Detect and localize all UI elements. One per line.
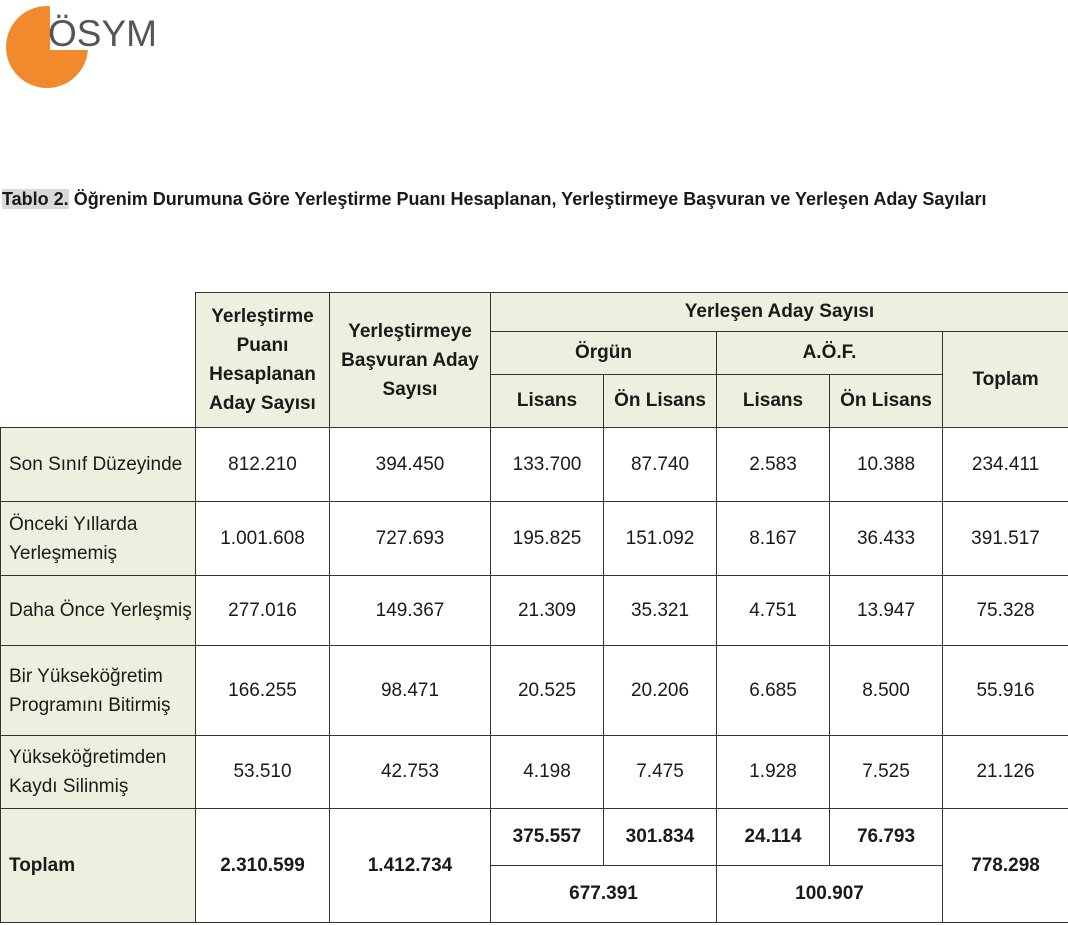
caption-label: Tablo 2.: [2, 189, 69, 209]
cell-toplam: 21.126: [943, 736, 1068, 809]
cell-orgun-lisans: 195.825: [491, 502, 604, 576]
cell-aof-on-lisans: 36.433: [830, 502, 943, 576]
total-orgun-lisans: 375.557: [491, 809, 604, 866]
total-aof-lisans: 24.114: [717, 809, 830, 866]
cell-basvuran: 727.693: [330, 502, 491, 576]
cell-toplam: 55.916: [943, 646, 1068, 736]
total-orgun-on-lisans: 301.834: [604, 809, 717, 866]
osym-logo: [6, 6, 181, 90]
header-aof-lisans: Lisans: [717, 375, 830, 428]
total-label: Toplam: [1, 809, 196, 923]
cell-aof-lisans: 4.751: [717, 576, 830, 646]
cell-aof-lisans: 6.685: [717, 646, 830, 736]
header-orgun-lisans: Lisans: [491, 375, 604, 428]
header-puan-hesaplanan: Yerleştirme Puanı Hesaplanan Aday Sayısı: [196, 293, 330, 428]
logo-text: ÖSYM: [48, 13, 157, 54]
cell-aof-lisans: 1.928: [717, 736, 830, 809]
cell-orgun-on-lisans: 35.321: [604, 576, 717, 646]
table-caption: [2, 186, 992, 212]
cell-hesaplanan: 53.510: [196, 736, 330, 809]
cell-orgun-lisans: 4.198: [491, 736, 604, 809]
cell-hesaplanan: 166.255: [196, 646, 330, 736]
cell-hesaplanan: 1.001.608: [196, 502, 330, 576]
table-row: [1, 428, 1068, 502]
total-hesaplanan: 2.310.599: [196, 809, 330, 923]
cell-basvuran: 42.753: [330, 736, 491, 809]
data-table: [0, 292, 1068, 923]
cell-aof-on-lisans: 7.525: [830, 736, 943, 809]
cell-orgun-lisans: 20.525: [491, 646, 604, 736]
row-label: Son Sınıf Düzeyinde: [1, 428, 196, 502]
cell-basvuran: 149.367: [330, 576, 491, 646]
header-toplam: Toplam: [943, 332, 1068, 428]
cell-orgun-on-lisans: 20.206: [604, 646, 717, 736]
header-basvuran: Yerleştirmeye Başvuran Aday Sayısı: [330, 293, 491, 428]
total-orgun-sum: 677.391: [491, 866, 717, 923]
total-aof-sum: 100.907: [717, 866, 943, 923]
cell-aof-on-lisans: 10.388: [830, 428, 943, 502]
cell-orgun-on-lisans: 151.092: [604, 502, 717, 576]
caption-text: Öğrenim Durumuna Göre Yerleştirme Puanı Hesaplanan, Yerleştirmeye Başvuran ve Yerleşen Aday Sayıları: [68, 189, 987, 209]
cell-hesaplanan: 277.016: [196, 576, 330, 646]
cell-aof-on-lisans: 13.947: [830, 576, 943, 646]
header-aof-on-lisans: Ön Lisans: [830, 375, 943, 428]
cell-basvuran: 98.471: [330, 646, 491, 736]
header-yerlesen: Yerleşen Aday Sayısı: [491, 293, 1068, 332]
cell-orgun-lisans: 21.309: [491, 576, 604, 646]
row-label: Bir Yükseköğretim Programını Bitirmiş: [1, 646, 196, 736]
cell-toplam: 75.328: [943, 576, 1068, 646]
cell-orgun-lisans: 133.700: [491, 428, 604, 502]
header-aof: A.Ö.F.: [717, 332, 943, 375]
header-orgun: Örgün: [491, 332, 717, 375]
row-label: Yükseköğretimden Kaydı Silinmiş: [1, 736, 196, 809]
table-row: [1, 502, 1068, 576]
row-label: Daha Önce Yerleşmiş: [1, 576, 196, 646]
header-orgun-on-lisans: Ön Lisans: [604, 375, 717, 428]
cell-aof-lisans: 8.167: [717, 502, 830, 576]
cell-toplam: 234.411: [943, 428, 1068, 502]
total-toplam: 778.298: [943, 809, 1068, 923]
cell-orgun-on-lisans: 7.475: [604, 736, 717, 809]
table-row: [1, 646, 1068, 736]
table-row: [1, 736, 1068, 809]
cell-basvuran: 394.450: [330, 428, 491, 502]
cell-aof-lisans: 2.583: [717, 428, 830, 502]
row-label: Önceki Yıllarda Yerleşmemiş: [1, 502, 196, 576]
total-row: [1, 809, 1068, 866]
empty-corner-cell: [1, 293, 196, 428]
cell-aof-on-lisans: 8.500: [830, 646, 943, 736]
cell-hesaplanan: 812.210: [196, 428, 330, 502]
cell-toplam: 391.517: [943, 502, 1068, 576]
total-aof-on-lisans: 76.793: [830, 809, 943, 866]
total-basvuran: 1.412.734: [330, 809, 491, 923]
cell-orgun-on-lisans: 87.740: [604, 428, 717, 502]
table-row: [1, 576, 1068, 646]
